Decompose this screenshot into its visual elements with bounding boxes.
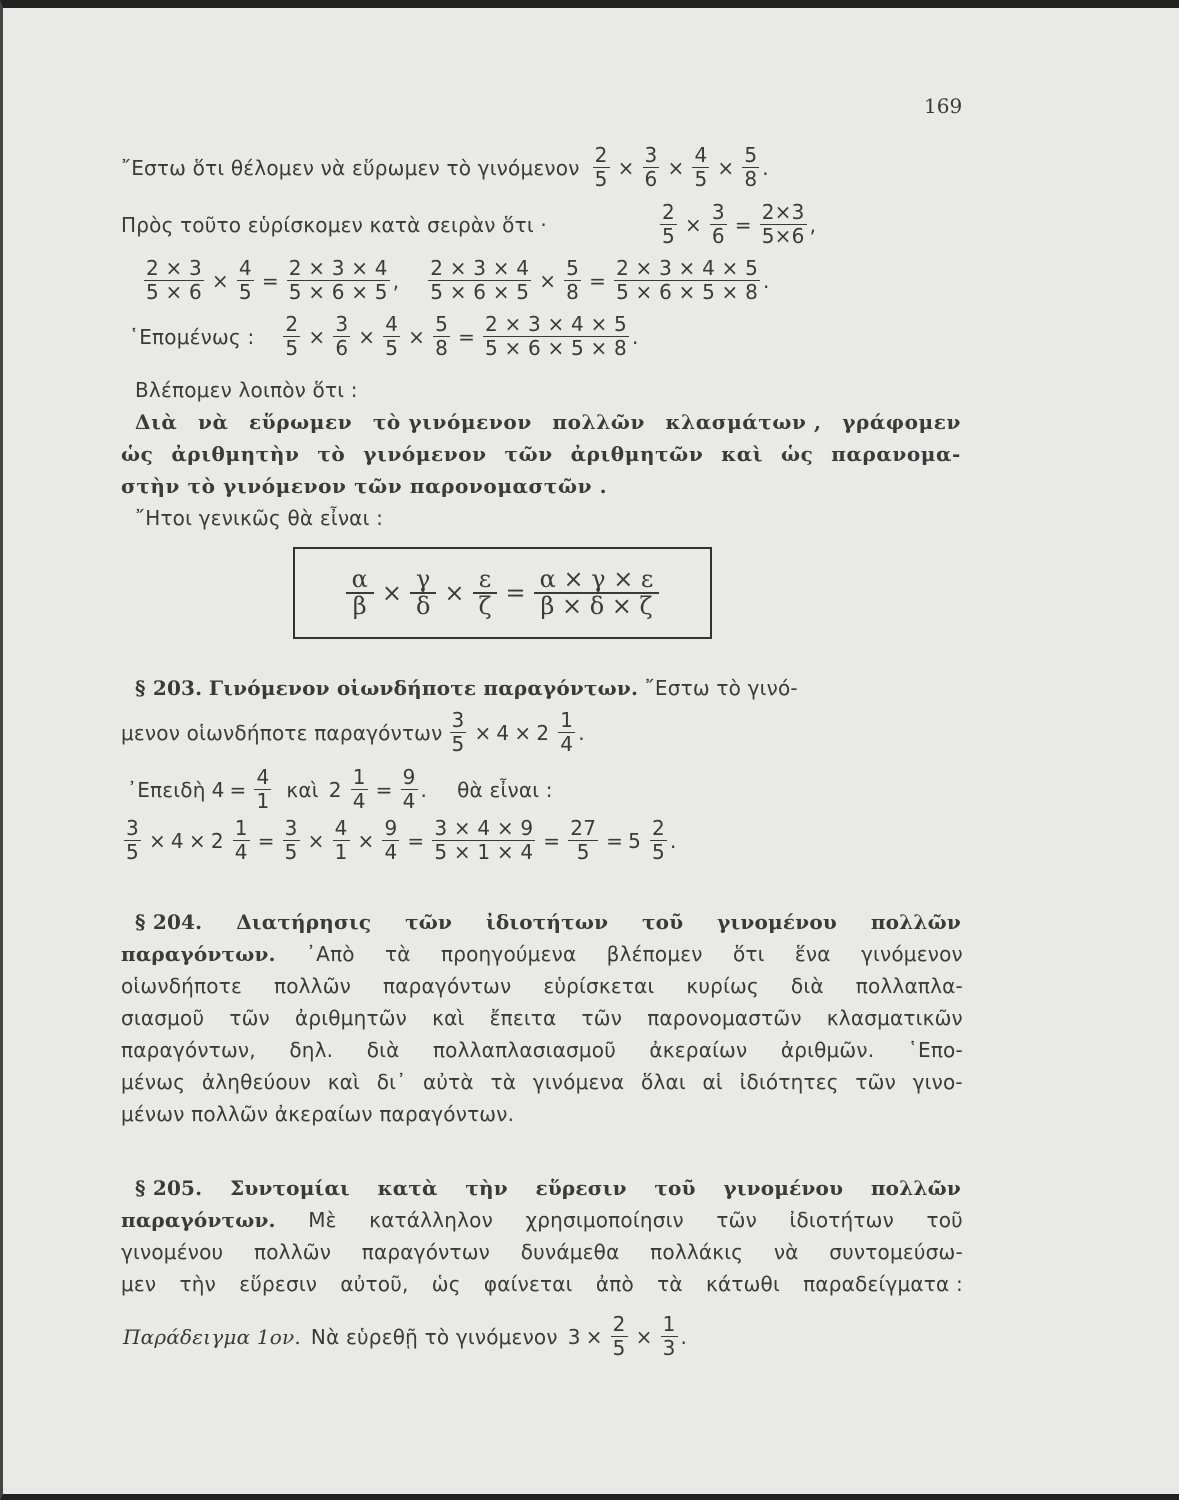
step-line: ῾Επομένως : $\frac{2}{5}$ × $\frac{3}{6}$ × $\frac{4}{5}$ × $\frac{5}{8}$ = $\frac{2 \times 3 \times 4 \times 5}{5 \times 6 \times 5 \times 8}$ . [129, 312, 639, 360]
fraction: $\frac{27}{5}$ [570, 816, 597, 864]
text-line: ῎Ητοι γενικῶς θὰ εἶναι : [135, 506, 384, 530]
fraction: $\frac{1}{4}$ [234, 816, 248, 864]
section-204-line: σιασμοῦ τῶν ἀριθμητῶν καὶ ἔπειτα τῶν παρονομαστῶν κλασματικῶν [121, 1006, 963, 1030]
fraction: $\frac{2}{5}$ [612, 1312, 626, 1360]
fraction: $\frac{2}{5}$ [594, 143, 608, 191]
rule-line: στὴν τὸ γινόμενον τῶν παρονομαστῶν . [121, 474, 608, 498]
fraction: $\frac{3}{6}$ [335, 312, 349, 360]
text-line: Βλέπομεν λοιπὸν ὅτι : [135, 378, 358, 402]
section-204-line: οἱωνδήποτε πολλῶν παραγόντων εὑρίσκεται κυρίως διὰ πολλαπλα- [121, 974, 963, 998]
fraction: $\frac{1}{4}$ [352, 765, 366, 813]
fraction: $\frac{2 \times 3 \times 4}{5 \times 6 \times 5}$ [288, 256, 388, 304]
fraction: $\frac{4}{1}$ [334, 816, 348, 864]
rule-line: ὡς ἀριθμητὴν τὸ γινόμενον τῶν ἀριθμητῶν καὶ ὡς παρανομα- [121, 442, 961, 466]
example-line: Παράδειγμα 1ον. Νὰ εὑρεθῇ τὸ γινόμενον 3 × $\frac{2}{5}$ × $\frac{1}{3}$ . [123, 1312, 688, 1360]
fraction: $\frac{\varepsilon}{\zeta}$ [473, 567, 498, 619]
intro-line: ῎Εστω ὅτι θέλομεν νὰ εὕρωμεν τὸ γινόμενον $\frac{2}{5}$ × $\frac{3}{6}$ × $\frac{4}{5}$ × $\frac{5}{8}$ . [121, 143, 769, 191]
fraction: $\frac{1}{4}$ [560, 708, 574, 756]
fraction: $\frac{1}{3}$ [662, 1312, 676, 1360]
fraction: $\frac{9}{4}$ [402, 765, 416, 813]
page-number: 169 [924, 94, 963, 118]
fraction: $\frac{4}{5}$ [385, 312, 399, 360]
section-203-line: ᾿Επειδὴ 4 = $\frac{4}{1}$ καὶ 2 $\frac{1}{4}$ = $\frac{9}{4}$ . θὰ εἶναι : [127, 765, 553, 813]
fraction: $\frac{3}{5}$ [284, 816, 298, 864]
fraction: $\frac{2 \times 3}{5 \times 6}$ [146, 256, 202, 304]
section-204-heading: § 204. Διατήρησις τῶν ἰδιοτήτων τοῦ γινομένου πολλῶν [135, 910, 961, 934]
fraction: $\frac{2 \times 3 \times 4 \times 5}{5 \times 6 \times 5 \times 8}$ [485, 312, 627, 360]
fraction: $\frac{\alpha \times \gamma \times \varepsilon}{\beta \times \delta \times \zeta}$ [534, 567, 660, 619]
section-203-line: μενον οἱωνδήποτε παραγόντων $\frac{3}{5}$ × 4 × 2 $\frac{1}{4}$ . [121, 708, 585, 756]
fraction: $\frac{2\times 3}{5\times 6}$ [761, 200, 805, 248]
fraction: $\frac{3}{6}$ [644, 143, 658, 191]
rule-line: Διὰ νὰ εὕρωμεν τὸ γινόμενον πολλῶν κλασμάτων , γράφομεν [135, 410, 961, 434]
fraction: $\frac{2}{5}$ [661, 200, 675, 248]
fraction: $\frac{3}{5}$ [451, 708, 465, 756]
fraction: $\frac{3 \times 4 \times 9}{5 \times 1 \times 4}$ [434, 816, 534, 864]
section-204-line: παραγόντων. ᾿Απὸ τὰ προηγούμενα βλέπομεν ὅτι ἕνα γινόμενον [121, 942, 963, 966]
general-formula-box: $\frac{\alpha}{\beta}$ × $\frac{\gamma}{\delta}$ × $\frac{\varepsilon}{\zeta}$ = $\frac{\alpha \times \gamma \times \varepsilon}{\beta \times \delta \times \zeta}$ [293, 547, 712, 639]
section-203-heading: § 203. Γινόμενον οἱωνδήποτε παραγόντων. ῎Εστω τὸ γινό- [135, 676, 798, 700]
fraction: $\frac{5}{8}$ [566, 256, 580, 304]
fraction: $\frac{4}{1}$ [256, 765, 270, 813]
section-205-line: παραγόντων. Μὲ κατάλληλον χρησιμοποίησιν τῶν ἰδιοτήτων τοῦ [121, 1208, 963, 1232]
fraction: $\frac{3}{6}$ [711, 200, 725, 248]
fraction: $\frac{2}{5}$ [285, 312, 299, 360]
fraction: $\frac{9}{4}$ [384, 816, 398, 864]
step-line: $\frac{2 \times 3}{5 \times 6}$ × $\frac{4}{5}$ = $\frac{2 \times 3 \times 4}{5 \times 6 \times 5}$ , $\frac{2 \times 3 \times 4}{5 \times 6 \times 5}$ × $\frac{5}{8}$ = $\frac{2 \times 3 \times 4 \times 5}{5 \times 6 \times 5 \times 8}$ . [146, 256, 770, 304]
section-204-line: μένως ἀληθεύουν καὶ δι᾿ αὐτὰ τὰ γινόμενα ὅλαι αἱ ἰδιότητες τῶν γινο- [121, 1070, 963, 1094]
fraction: $\frac{\alpha}{\beta}$ [346, 567, 374, 619]
section-204-line: παραγόντων, δηλ. διὰ πολλαπλασιασμοῦ ἀκεραίων ἀριθμῶν. ῾Επο- [121, 1038, 963, 1062]
fraction: $\frac{4}{5}$ [694, 143, 708, 191]
section-204-line: μένων πολλῶν ἀκεραίων παραγόντων. [121, 1102, 515, 1126]
section-205-heading: § 205. Συντομίαι κατὰ τὴν εὕρεσιν τοῦ γινομένου πολλῶν [135, 1176, 961, 1200]
fraction: $\frac{2 \times 3 \times 4 \times 5}{5 \times 6 \times 5 \times 8}$ [616, 256, 758, 304]
section-203-calc: $\frac{3}{5}$ × 4 × 2 $\frac{1}{4}$ = $\frac{3}{5}$ × $\frac{4}{1}$ × $\frac{9}{4}$ = $\frac{3 \times 4 \times 9}{5 \times 1 \times 4}$ = $\frac{27}{5}$ = 5 $\frac{2}{5}$ . [126, 816, 677, 864]
fraction: $\frac{2}{5}$ [652, 816, 665, 864]
section-205-line: γινομένου πολλῶν παραγόντων δυνάμεθα πολλάκις νὰ συντομεύσω- [121, 1240, 963, 1264]
fraction: $\frac{4}{5}$ [238, 256, 252, 304]
fraction: $\frac{2 \times 3 \times 4}{5 \times 6 \times 5}$ [430, 256, 530, 304]
step-line: Πρὸς τοῦτο εὑρίσκομεν κατὰ σειρὰν ὅτι · $\frac{2}{5}$ × $\frac{3}{6}$ = $\frac{2\times 3}{5\times 6}$ , [121, 200, 817, 248]
fraction: $\frac{5}{8}$ [744, 143, 758, 191]
fraction: $\frac{\gamma}{\delta}$ [410, 567, 436, 619]
fraction: $\frac{3}{5}$ [126, 816, 139, 864]
section-205-line: μεν τὴν εὕρεσιν αὐτοῦ, ὡς φαίνεται ἀπὸ τὰ κάτωθι παραδείγματα : [121, 1272, 963, 1296]
fraction: $\frac{5}{8}$ [435, 312, 449, 360]
